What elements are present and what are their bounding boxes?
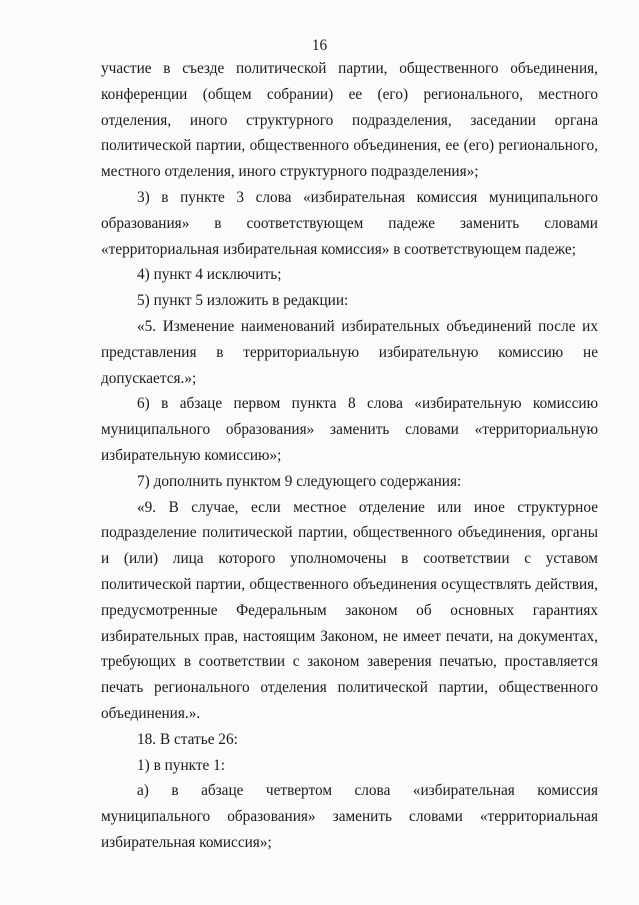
- document-body: [101, 56, 598, 856]
- paragraph-article-26-point-1: 1) в пункте 1:: [137, 756, 226, 774]
- paragraph-item-9-text: «9. В случае, если местное отделение или иное структурное подразделение политической партии, общественного объединения, органы и (или) лица которого уполномочены в соответствии с уставом политической партии, общественного объединения осуществлять действия, предусмотренные Федеральным законом об основных гарантиях избирательных прав, настоящим Законом, не имеет печати, на документах, требующих в соответствии с законом заверения печатью, проставляется печать регионального отделения политической партии, общественного объединения.».: [101, 498, 598, 722]
- paragraph-item-6: 6) в абзаце первом пункта 8 слова «избирательную комиссию муниципального образования» заменить словами «территориальную избирательную комиссию»;: [101, 395, 598, 464]
- paragraph-item-5-text: «5. Изменение наименований избирательных объединений после их представления в территориальную избирательную комиссию не допускается.»;: [101, 317, 598, 387]
- paragraph-item-5: 5) пункт 5 изложить в редакции:: [137, 292, 349, 310]
- paragraph-article-26-subpoint-a: а) в абзаце четвертом слова «избирательная комиссия муниципального образования» заменить словами «территориальная избирательная комиссия»;: [101, 782, 598, 851]
- paragraph-item-3: 3) в пункте 3 слова «избирательная комиссия муниципального образования» в соответствующем падеже заменить словами «территориальная избирательная комиссия» в соответствующем падеже;: [101, 188, 598, 258]
- paragraph-item-7: 7) дополнить пунктом 9 следующего содержания:: [137, 472, 462, 490]
- paragraph-continuation: участие в съезде политической партии, общественного объединения, конференции (общем собрании) ее (его) регионального, местного отделения, иного структурного подразделения, заседании органа политической партии, общественного объединения, ее (его) регионального, местного отделения, иного структурного подразделения»;: [101, 60, 598, 181]
- paragraph-article-26: 18. В статье 26:: [137, 730, 238, 748]
- page-number: 16: [311, 37, 328, 54]
- paragraph-item-4: 4) пункт 4 исключить;: [137, 266, 282, 284]
